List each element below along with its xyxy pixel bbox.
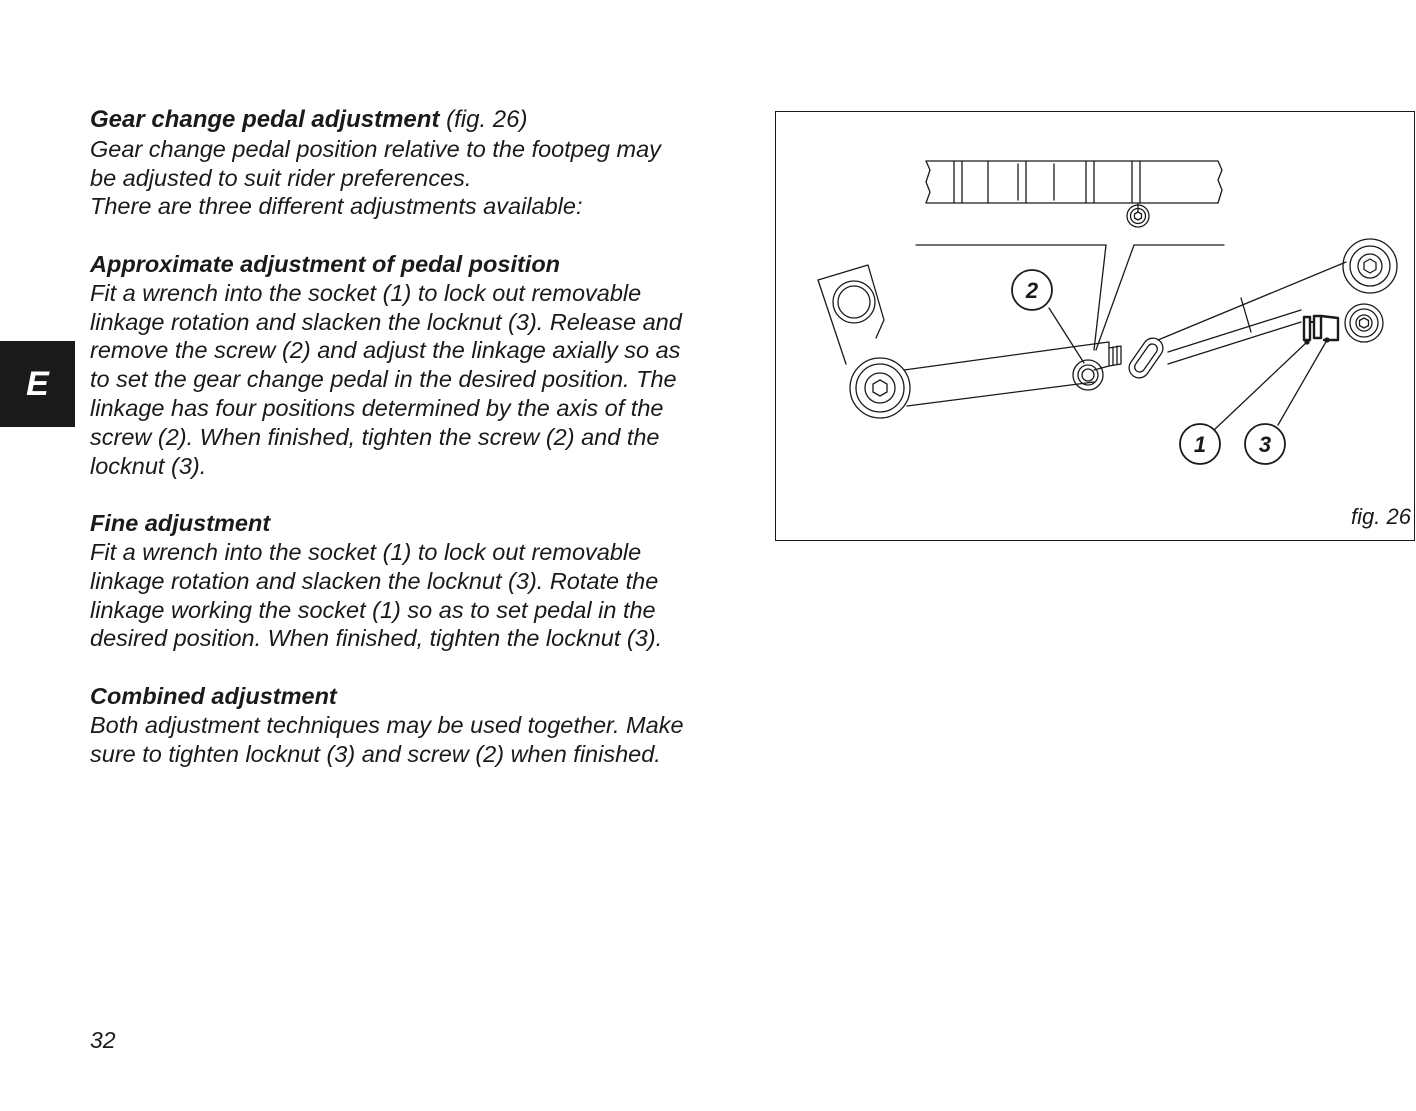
detail-bar [926, 161, 1222, 212]
lower-pivot [1345, 304, 1383, 342]
section-heading-text: Gear change pedal adjustment [90, 106, 440, 133]
body-line: desired position. When finished, tighten the locknut (3). [90, 625, 663, 652]
body-line: There are three different adjustments available: [90, 193, 583, 220]
body-line: linkage has four positions determined by the axis of the [90, 394, 664, 421]
body-line: to set the gear change pedal in the desired position. The [90, 366, 677, 393]
body-line: sure to tighten locknut (3) and screw (2) when finished. [90, 740, 661, 767]
figure-reference: (fig. 26) [446, 106, 528, 133]
pedal-arm [818, 265, 1101, 418]
callout-1 [1180, 424, 1220, 464]
screw-icon [1073, 360, 1103, 390]
body-line: linkage working the socket (1) so as to set pedal in the [90, 596, 656, 623]
body-line: Fit a wrench into the socket (1) to lock out removable [90, 538, 642, 565]
section-heading: Fine adjustment [90, 510, 271, 537]
section-heading: Combined adjustment [90, 682, 337, 709]
page-number: 32 [90, 1027, 116, 1053]
callout-label: 2 [1025, 278, 1039, 303]
body-line: remove the screw (2) and adjust the linkage axially so as [90, 337, 681, 364]
body-line: screw (2). When finished, tighten the screw (2) and the [90, 423, 660, 450]
linkage-rod [1094, 262, 1346, 382]
body-line: be adjusted to suit rider preferences. [90, 164, 472, 191]
upper-pivot [1343, 239, 1397, 293]
figure-caption: fig. 26 [1351, 504, 1411, 529]
section-fine-adjustment [90, 509, 770, 653]
callout-label: 3 [1258, 432, 1272, 457]
section-combined-adjustment [90, 682, 770, 768]
section-tab [0, 341, 75, 427]
text-column [90, 106, 770, 797]
section-heading [90, 106, 770, 135]
body-line: Gear change pedal position relative to the footpeg may [90, 135, 661, 162]
callout-2 [1012, 270, 1052, 310]
section-approximate-adjustment [90, 250, 770, 480]
section-gear-change-pedal-adjustment [90, 106, 770, 221]
zoom-lines [916, 245, 1224, 350]
body-line: Both adjustment techniques may be used together. Make [90, 711, 684, 738]
body-line: Fit a wrench into the socket (1) to lock out removable [90, 279, 642, 306]
callout-label: 1 [1193, 432, 1207, 457]
section-heading: Approximate adjustment of pedal position [90, 250, 561, 277]
callout-3 [1245, 424, 1285, 464]
body-line: linkage rotation and slacken the locknut (3). Release and [90, 308, 682, 335]
detail-bolt-icon [1127, 205, 1149, 227]
socket-locknut [1304, 316, 1338, 340]
linkage-drawing [776, 112, 1416, 542]
section-tab-letter: E [26, 364, 49, 403]
figure-gear-pedal-linkage [775, 111, 1415, 541]
body-line: locknut (3). [90, 452, 207, 479]
body-line: linkage rotation and slacken the locknut (3). Rotate the [90, 567, 659, 594]
